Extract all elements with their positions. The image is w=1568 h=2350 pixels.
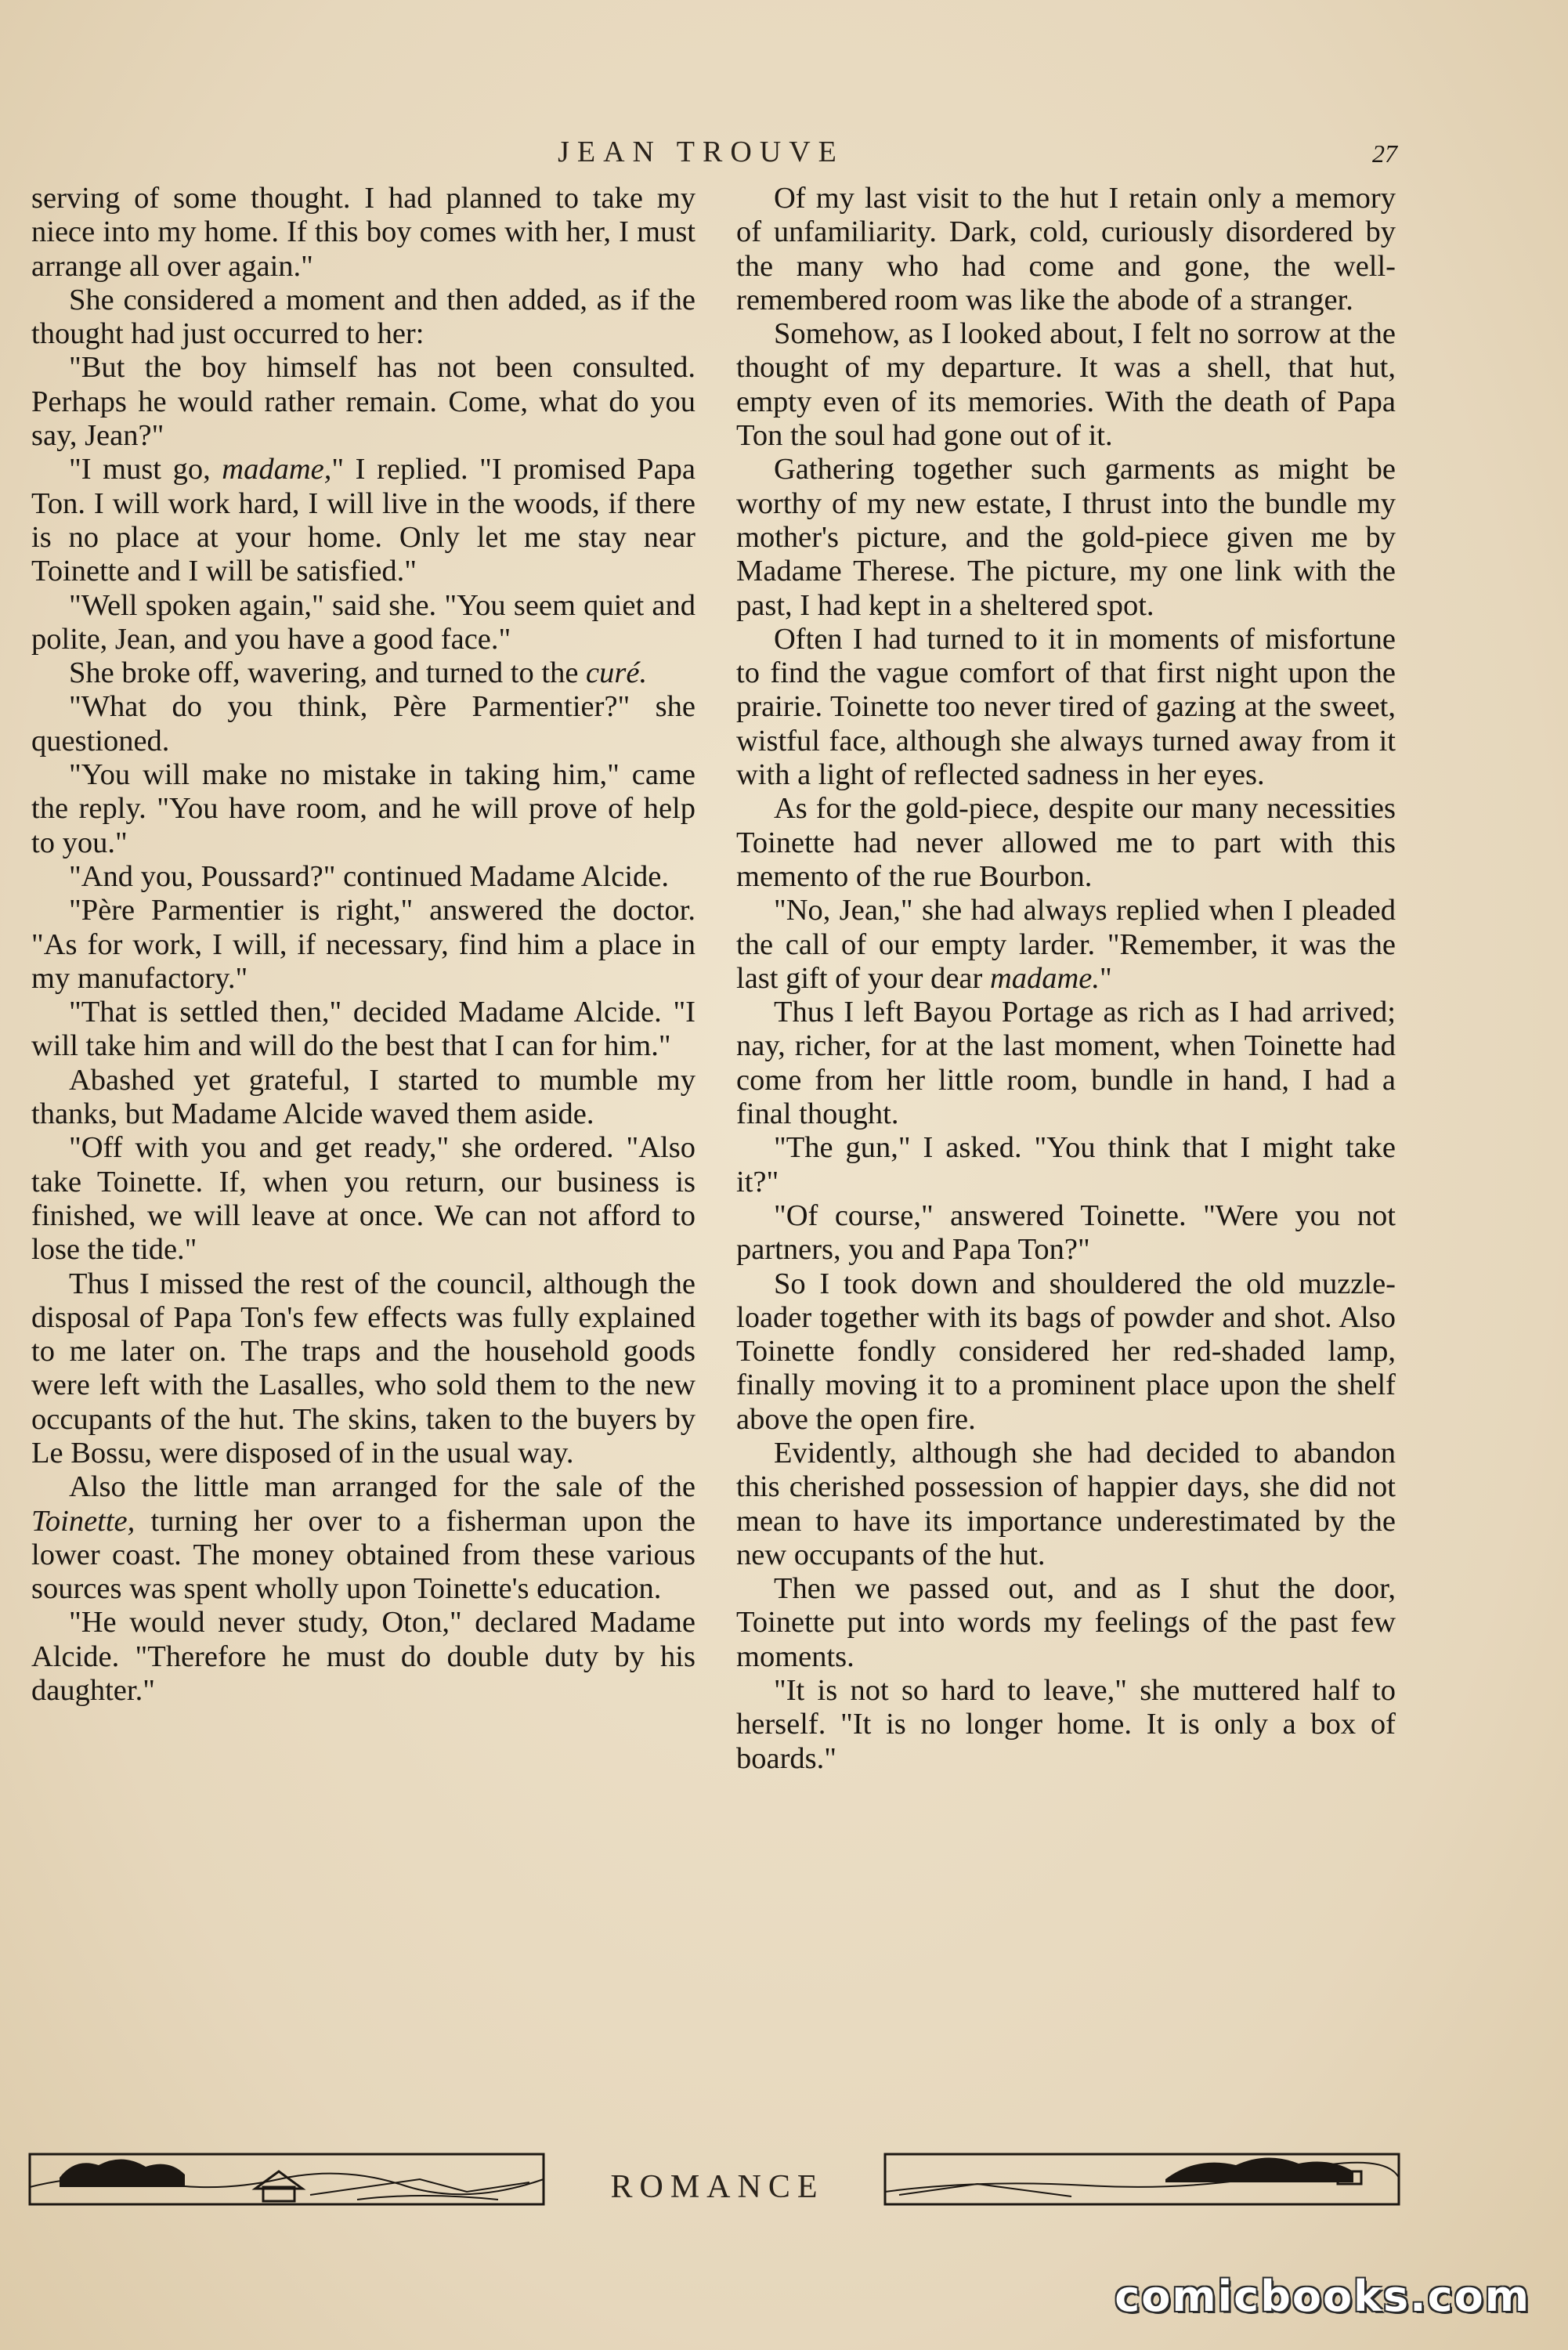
paragraph (736, 1437, 1396, 1572)
text-run: She broke off, wavering, and turned to the (69, 656, 587, 690)
page-number: 27 (1372, 139, 1397, 168)
paragraph (736, 1131, 1396, 1199)
text-run: "No, Jean," she had always replied when I pleaded the call of our empty larder. "Remember, it was the last gift of your dear (736, 894, 1396, 995)
italic-text: madame, (222, 453, 332, 486)
running-head (0, 132, 1568, 171)
paragraph (31, 351, 695, 453)
text-run: Gathering together such garments as might be worthy of my new estate, I thrust into the bundle my mother's picture, and the gold-piece given me by Madame Therese. The picture, my one link with the past, I had kept in a sheltered spot. (736, 453, 1396, 622)
text-run: Abashed yet grateful, I started to mumble my thanks, but Madame Alcide waved them aside. (31, 1063, 695, 1131)
paragraph (31, 284, 695, 352)
paragraph (736, 1674, 1396, 1776)
text-run: "It is not so hard to leave," she muttered half to herself. "It is no longer home. It is only a box of boards." (736, 1674, 1396, 1775)
text-run: "He would never study, Oton," declared Madame Alcide. "Therefore he must do double duty by his daughter." (31, 1606, 695, 1708)
paragraph (736, 894, 1396, 996)
paragraph (736, 996, 1396, 1131)
italic-text: curé. (586, 656, 648, 690)
watermark: comicbooks.com (1115, 2272, 1530, 2321)
text-run: "Of course," answered Toinette. "Were you not partners, you and Papa Ton?" (736, 1198, 1396, 1267)
text-run: Often I had turned to it in moments of misfortune to find the vague comfort of that first night upon the prairie. Toinette too never tired of gazing at the sweet, wistful face, although she always turned away from it with a light of reflected sadness in her eyes. (736, 622, 1396, 792)
paragraph (31, 1606, 695, 1708)
text-run: Thus I left Bayou Portage as rich as I had arrived; nay, richer, for at the last moment, when Toinette had come from her little room, bundle in hand, I had a final thought. (736, 996, 1396, 1131)
footer-ornament (28, 2148, 1400, 2223)
text-run: Somehow, as I looked about, I felt no sorrow at the thought of my departure. It was a shell, that hut, empty even of its memories. With the death of Papa Ton the soul had gone out of it. (736, 317, 1396, 453)
text-run: Thus I missed the rest of the council, although the disposal of Papa Ton's few effects was fully explained to me later on. The traps and the household goods were left with the Lasalles, who sold them to the new occupants of the hut. The skins, taken to the buyers by Le Bossu, were disposed of in the usual way. (31, 1267, 695, 1470)
paragraph (736, 453, 1396, 622)
text-run: "But the boy himself has not been consulted. Perhaps he would rather remain. Come, what do you say, Jean?" (31, 351, 695, 453)
running-title: JEAN TROUVE (558, 136, 844, 168)
paragraph (736, 1572, 1396, 1674)
right-text-column (736, 182, 1396, 1776)
text-run: serving of some thought. I had planned to take my niece into my home. If this boy comes with her, I must arrange all over again." (31, 182, 695, 283)
paragraph (31, 453, 695, 588)
paragraph (31, 758, 695, 860)
text-run: "What do you think, Père Parmentier?" she questioned. (31, 690, 695, 757)
text-run: "I must go, (69, 453, 222, 486)
paragraph (31, 1470, 695, 1606)
paragraph (31, 182, 695, 284)
text-run: So I took down and shouldered the old muzzle-loader together with its bags of powder and shot. Also Toinette fondly considered her red-shaded lamp, finally moving it to a prominent place upon the shelf above the open fire. (736, 1267, 1396, 1436)
text-run: "You will make no mistake in taking him," came the reply. "You have room, and he will prove of help to you." (31, 758, 695, 859)
paragraph (31, 1064, 695, 1132)
text-run: " (1100, 961, 1112, 995)
paragraph (736, 1267, 1396, 1437)
paragraph (31, 690, 695, 758)
paragraph (736, 317, 1396, 453)
text-run: She considered a moment and then added, as if the thought had just occurred to her: (31, 283, 695, 351)
text-run: " I replied. "I promised Papa Ton. I will work hard, I will live in the woods, if there is no place at your home. Only let me stay near Toinette and I will be satisfied." (31, 453, 695, 588)
text-run: As for the gold-piece, despite our many necessities Toinette had never allowed me to part with this memento of the rue Bourbon. (736, 792, 1396, 893)
text-run: "Off with you and get ready," she ordered. "Also take Toinette. If, when you return, our business is finished, we will leave at once. We can not afford to lose the tide." (31, 1131, 695, 1267)
paragraph (736, 623, 1396, 792)
left-text-column (31, 182, 695, 1708)
italic-text: Toinette, (31, 1504, 135, 1538)
text-run: "Well spoken again," said she. "You seem quiet and polite, Jean, and you have a good face." (31, 588, 695, 656)
text-run: Then we passed out, and as I shut the door, Toinette put into words my feelings of the past few moments. (736, 1572, 1396, 1673)
paragraph (736, 182, 1396, 317)
text-run: "And you, Poussard?" continued Madame Alcide. (69, 859, 669, 893)
text-run: turning her over to a fisherman upon the lower coast. The money obtained from these various sources was spent wholly upon Toinette's education. (31, 1504, 695, 1606)
paragraph (31, 894, 695, 996)
text-run: Of my last visit to the hut I retain only a memory of unfamiliarity. Dark, cold, curiously disordered by the many who had come and gone, the well-remembered room was like the abode of a stranger. (736, 182, 1396, 316)
paragraph (736, 792, 1396, 894)
footer-landscape-right-icon (883, 2148, 1400, 2211)
paragraph (31, 996, 695, 1064)
text-run: "The gun," I asked. "You think that I might take it?" (736, 1131, 1396, 1198)
footer-landscape-left-icon (28, 2148, 545, 2211)
paragraph (31, 589, 695, 657)
paragraph (31, 1131, 695, 1267)
paragraph (31, 656, 695, 690)
text-run: Evidently, although she had decided to abandon this cherished possession of happier days, she did not mean to have its importance underestimated by the new occupants of the hut. (736, 1436, 1396, 1571)
italic-text: madame. (989, 961, 1100, 995)
paragraph (736, 1199, 1396, 1267)
text-run: "Père Parmentier is right," answered the doctor. "As for work, I will, if necessary, find him a place in my manufactory." (31, 894, 695, 995)
footer-label: ROMANCE (610, 2169, 825, 2205)
paragraph (31, 1267, 695, 1471)
text-run: Also the little man arranged for the sale of the (69, 1470, 695, 1504)
text-run: "That is settled then," decided Madame Alcide. "I will take him and will do the best that I can for him." (31, 996, 695, 1063)
paragraph (31, 860, 695, 894)
